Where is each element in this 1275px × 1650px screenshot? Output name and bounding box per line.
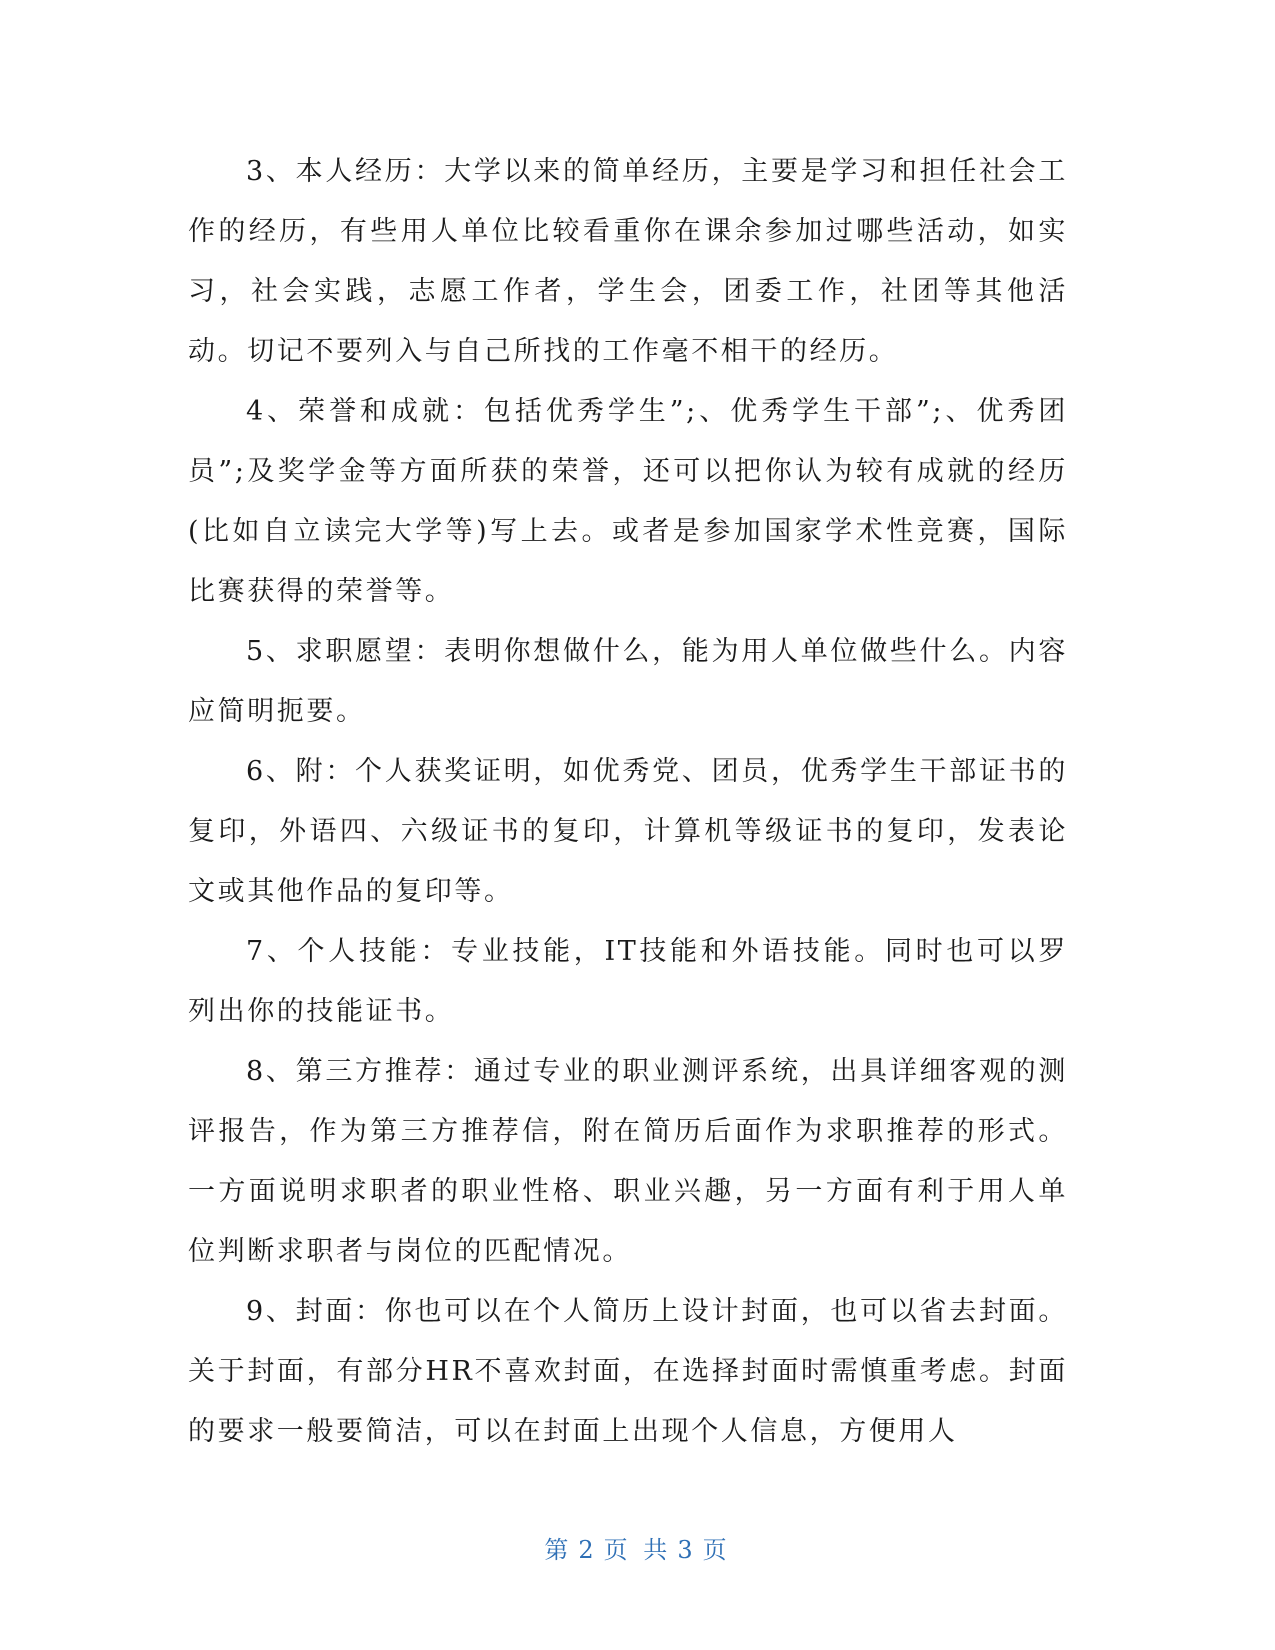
paragraph-cover: 9、封面：你也可以在个人简历上设计封面，也可以省去封面。关于封面，有部分HR不喜欢封面，在选择封面时需慎重考虑。封面的要求一般要简洁，可以在封面上出现个人信息，方便用人 xyxy=(188,1296,1068,1447)
paragraph-job-objective: 5、求职愿望：表明你想做什么，能为用人单位做些什么。内容应简明扼要。 xyxy=(188,636,1068,727)
footer-suffix: 页 xyxy=(702,1536,731,1564)
footer-current-page: 2 xyxy=(578,1536,598,1564)
paragraph-third-party-recommendation: 8、第三方推荐：通过专业的职业测评系统，出具详细客观的测评报告，作为第三方推荐信，附在简历后面作为求职推荐的形式。一方面说明求职者的职业性格、职业兴趣，另一方面有利于用人单位判断求职者与岗位的匹配情况。 xyxy=(188,1056,1068,1267)
page-footer xyxy=(0,1530,1275,1565)
footer-prefix: 第 xyxy=(544,1536,573,1564)
paragraph-experience: 3、本人经历：大学以来的简单经历，主要是学习和担任社会工作的经历，有些用人单位比较看重你在课余参加过哪些活动，如实习，社会实践，志愿工作者，学生会，团委工作，社团等其他活动。切记不要列入与自己所找的工作毫不相干的经历。 xyxy=(188,156,1068,367)
paragraph-skills: 7、个人技能：专业技能，IT技能和外语技能。同时也可以罗列出你的技能证书。 xyxy=(188,936,1068,1027)
footer-total-pages: 3 xyxy=(677,1536,697,1564)
paragraph-honors: 4、荣誉和成就：包括优秀学生”;、优秀学生干部”;、优秀团员”;及奖学金等方面所获的荣誉，还可以把你认为较有成就的经历(比如自立读完大学等)写上去。或者是参加国家学术性竞赛，国际比赛获得的荣誉等。 xyxy=(188,396,1068,607)
footer-mid: 页 共 xyxy=(603,1536,672,1564)
document-body xyxy=(188,142,1068,1462)
paragraph-attachments: 6、附：个人获奖证明，如优秀党、团员，优秀学生干部证书的复印，外语四、六级证书的复印，计算机等级证书的复印，发表论文或其他作品的复印等。 xyxy=(188,756,1068,907)
